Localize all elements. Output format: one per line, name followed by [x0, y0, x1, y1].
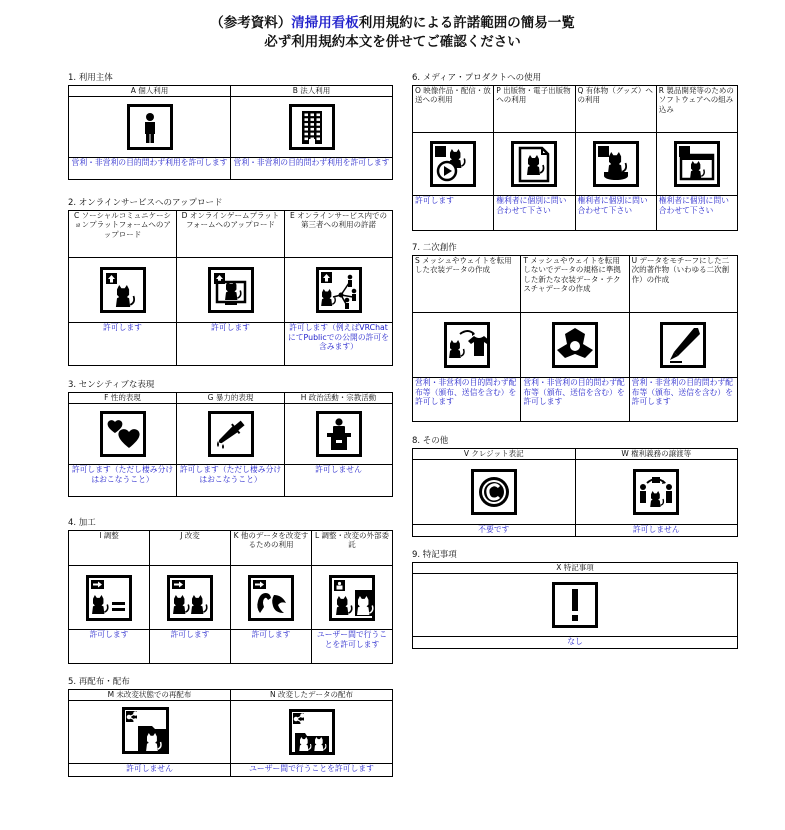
section-processing	[68, 518, 393, 664]
permission-text: 権利者に個別に問い合わせて下さい	[658, 196, 729, 215]
section-label: 3. センシティブな表現	[68, 380, 155, 390]
permission-text: 権利者に個別に問い合わせて下さい	[496, 196, 567, 215]
permission-text: 許可します	[89, 630, 129, 639]
permission-text: 許可します	[211, 323, 250, 332]
modify-other-data-icon	[231, 566, 311, 629]
license-table: X 特記事項 なし	[412, 562, 738, 649]
title-product-name: 清掃用看板	[291, 15, 359, 31]
permission-text: なし	[567, 637, 583, 646]
permission-text: 許可します	[415, 196, 454, 205]
section-label: 6. メディア・プロダクトへの使用	[412, 73, 542, 83]
publication-icon	[494, 133, 574, 195]
redistribute-icon	[69, 701, 230, 763]
license-table: I 調整 J 改変 K 他のデータを改変するための利用 L 調整・改変の外部委託 許可します 許可します 許可します ユーザー間で行うことを許可します	[68, 530, 393, 664]
license-table: M 未改変状態での再配布 N 改変したデータの配布 許可しません ユーザー間で行うことを許可します	[68, 689, 393, 777]
section-label: 9. 特記事項	[412, 550, 457, 560]
section-label: 5. 再配布・配布	[68, 677, 130, 687]
software-icon	[657, 133, 737, 195]
copyright-icon	[413, 460, 575, 524]
permission-text: ユーザー間で行うことを許可します	[316, 630, 388, 649]
pen-icon	[630, 313, 737, 377]
section-online-upload	[68, 198, 393, 366]
knife-icon	[177, 404, 284, 464]
section-label: 1. 利用主体	[68, 73, 113, 83]
license-table: V クレジット表記 W 権利義務の譲渡等 不要です 許可しません	[412, 448, 738, 537]
permission-text: 許可しません	[632, 525, 680, 534]
section-media-products	[412, 73, 738, 231]
permission-text: ユーザー間で行うことを許可します	[249, 764, 374, 773]
costume-reuse-icon	[413, 313, 520, 377]
license-table: O 映像作品・配信・放送への利用 P 出版物・電子出版物への利用 Q 有体物（グッズ）への利用 R 製品開発等のためのソフトウェアへの組み込み 許可します 権利者に個別に問い合わせて下さい 権利者に個別に問い合わせて下さい 権利者に個別に問い合わせて下さい	[412, 85, 738, 231]
section-label: 8. その他	[412, 436, 449, 446]
license-table: C ソーシャルコミュニケーションプラットフォームへのアップロード D オンラインゲームプラットフォームへのアップロード E オンラインサービス内での第三者への利用の許諾 許可します 許可します 許可します（例えばVRChatにてPublicでの公開の許可を含みます）	[68, 210, 393, 366]
video-icon	[413, 133, 493, 195]
section-label: 7. 二次創作	[412, 243, 457, 253]
adjust-icon	[69, 566, 149, 629]
office-building-icon	[231, 97, 392, 157]
permission-text: 許可します（ただし棲み分けはおこなうこと）	[179, 465, 282, 484]
cell-header: A 個人利用	[69, 86, 231, 97]
exclamation-icon	[413, 574, 737, 636]
section-sensitive-expression	[68, 380, 393, 497]
cell-header: B 法人利用	[231, 86, 393, 97]
permission-text: 営利・非営利の目的問わず配布等（頒布、送信を含む）を許可します	[631, 378, 734, 407]
permission-text: 営利・非営利の目的問わず利用を許可します	[233, 158, 390, 167]
license-table: S メッシュやウェイトを転用した衣装データの作成 T メッシュやウェイトを転用しないでデータの規格に準拠した新たな衣装データ・テクスチャデータの作成 U データをモチーフにした二次的著作物（いわゆる二次創作）の作成 営利・非営利の目的問わず配布等（頒布、送信を含む）を許可します 営利・非営利の目的問わず配布等（頒布、送信を含む）を許可します 営利・非営利の目的問わず配布等（頒布、送信を含む）を許可します	[412, 255, 738, 422]
permission-text: 許可しません	[126, 764, 173, 773]
permission-text: 不要です	[478, 525, 510, 534]
permission-text: 許可します	[251, 630, 291, 639]
hearts-icon	[69, 404, 176, 464]
outsource-icon	[312, 566, 392, 629]
permission-text: 許可します（例えばVRChatにてPublicでの公開の許可を含みます）	[287, 323, 390, 352]
person-icon	[69, 97, 230, 157]
title-prefix: （参考資料）	[210, 15, 292, 31]
section-label: 2. オンラインサービスへのアップロード	[68, 198, 223, 208]
rights-transfer-icon	[576, 460, 738, 524]
distribute-modified-icon	[231, 701, 392, 763]
section-usage-subject	[68, 73, 393, 180]
page-title	[0, 14, 785, 32]
permission-text: 営利・非営利の目的問わず配布等（頒布、送信を含む）を許可します	[415, 378, 517, 407]
new-costume-icon	[521, 313, 628, 377]
license-table: F 性的表現 G 暴力的表現 H 政治活動・宗教活動 許可します（ただし棲み分けはおこなうこと） 許可します（ただし棲み分けはおこなうこと） 許可しません	[68, 392, 393, 497]
license-table	[68, 85, 393, 180]
section-label: 4. 加工	[68, 518, 96, 528]
permission-text: 営利・非営利の目的問わず利用を許可します	[71, 158, 228, 167]
share-third-party-icon	[285, 258, 392, 322]
permission-text: 許可します（ただし棲み分けはおこなうこと）	[71, 465, 174, 484]
section-redistribution	[68, 677, 393, 777]
modify-icon	[150, 566, 230, 629]
title-suffix: 利用規約による許諾範囲の簡易一覧	[358, 15, 575, 31]
goods-icon	[576, 133, 656, 195]
permission-text: 権利者に個別に問い合わせて下さい	[577, 196, 648, 215]
upload-social-icon	[69, 258, 176, 322]
podium-icon	[285, 404, 392, 464]
permission-text: 許可します	[170, 630, 210, 639]
permission-text: 許可しません	[315, 465, 362, 474]
upload-game-icon	[177, 258, 284, 322]
page-subtitle: 必ず利用規約本文を併せてご確認ください	[264, 34, 521, 50]
permission-text: 許可します	[103, 323, 142, 332]
section-derivative-works	[412, 243, 738, 422]
section-other	[412, 436, 738, 537]
permission-text: 営利・非営利の目的問わず配布等（頒布、送信を含む）を許可します	[523, 378, 625, 407]
section-special-notes	[412, 550, 738, 649]
